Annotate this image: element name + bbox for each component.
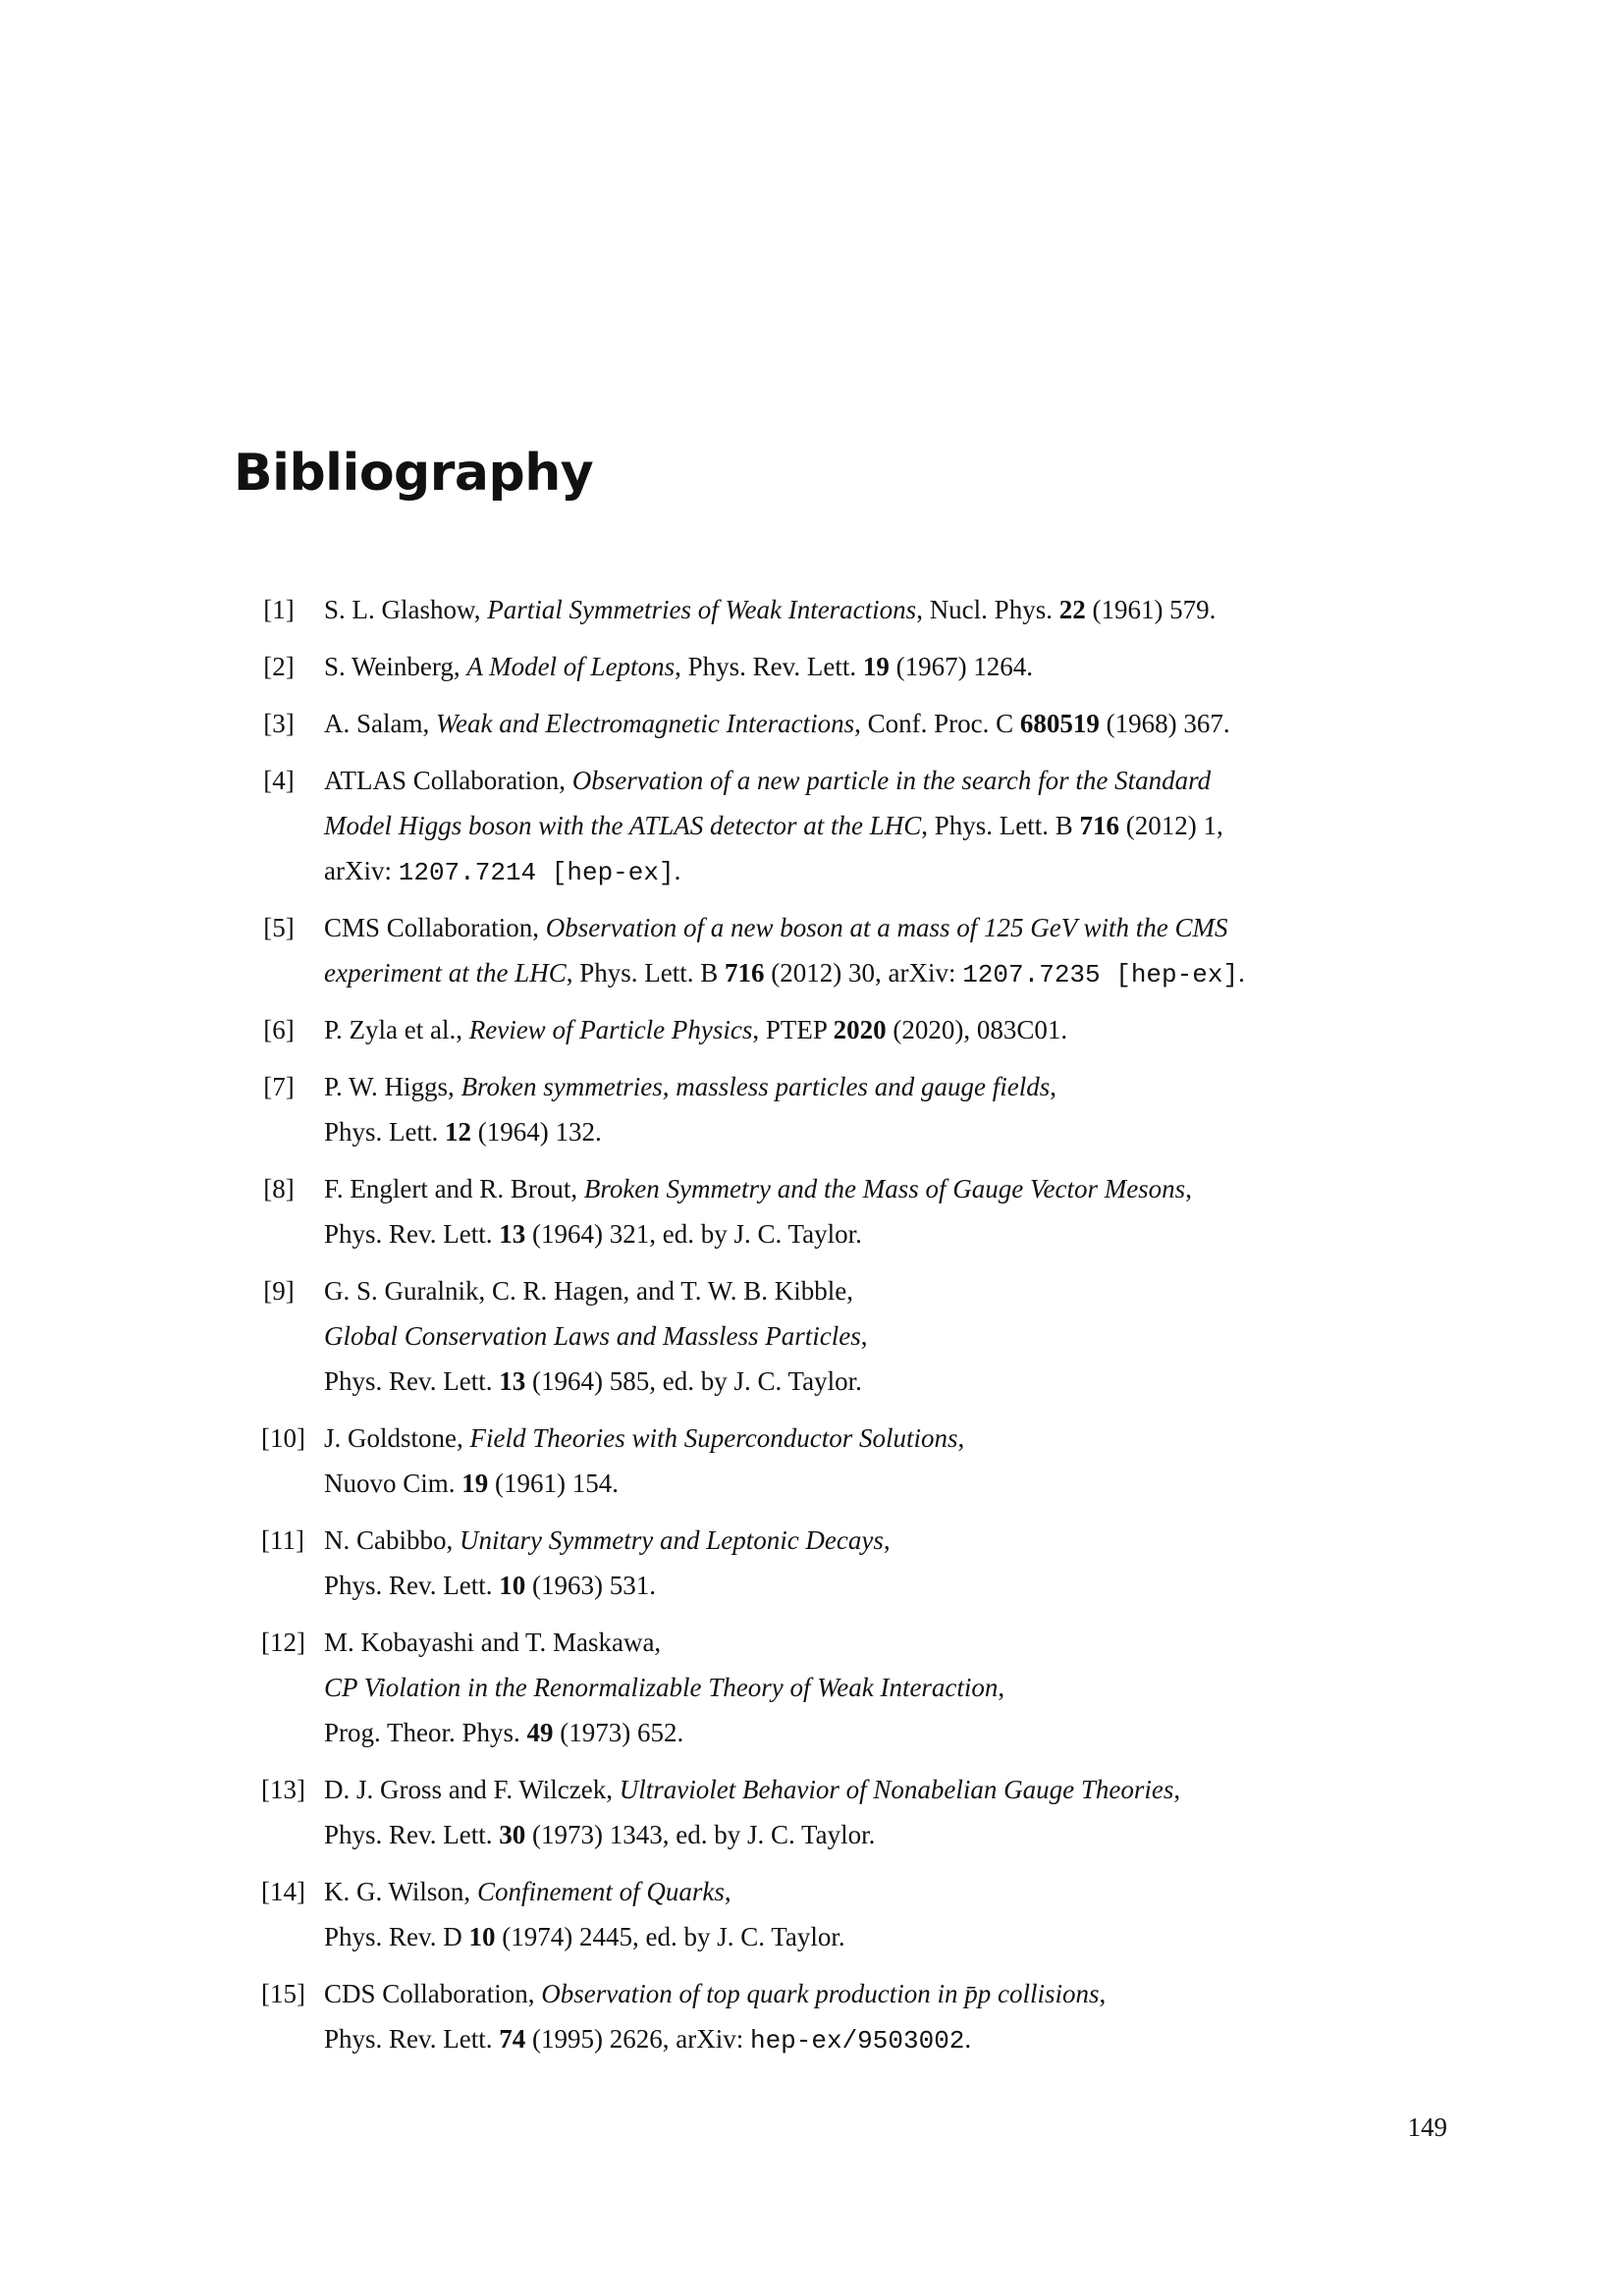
reference-segment: Prog. Theor. Phys. — [324, 1718, 527, 1747]
reference-line — [324, 1007, 1463, 1052]
reference-title: Weak and Electromagnetic Interactions — [436, 709, 855, 738]
reference-line — [324, 1971, 1463, 2016]
reference-segment: (1995) 2626, arXiv: — [525, 2024, 750, 2054]
reference-title: Observation of a new particle in the search for the Standard — [571, 766, 1212, 795]
reference-segment: (1961) 579. — [1085, 595, 1217, 624]
reference-segment: P. W. Higgs, — [324, 1072, 461, 1101]
reference-segment: M. Kobayashi and T. Maskawa, — [324, 1628, 662, 1657]
reference-number: [11] — [261, 1525, 304, 1555]
reference-segment: , — [957, 1423, 965, 1453]
reference-title: Review of Particle Physics — [468, 1015, 753, 1044]
reference-line — [324, 1914, 1463, 1959]
reference-text — [324, 758, 1463, 895]
reference-segment: CDS Collaboration, — [324, 1979, 542, 2008]
reference-title: Partial Symmetries of Weak Interactions — [487, 595, 917, 624]
reference-arxiv-id: 1207.7214 [hep-ex] — [398, 858, 675, 887]
reference-segment: (1974) 2445, ed. by J. C. Taylor. — [495, 1922, 845, 1951]
reference-segment: K. G. Wilson, — [324, 1877, 477, 1906]
reference-segment: (1973) 652. — [553, 1718, 684, 1747]
reference-number: [4] — [263, 766, 295, 795]
reference-volume: 13 — [499, 1219, 526, 1249]
reference-text — [324, 1767, 1463, 1857]
reference-line — [324, 1563, 1463, 1608]
reference-title: Model Higgs boson with the ATLAS detector at the LHC — [324, 811, 922, 840]
reference-line — [324, 1064, 1463, 1109]
reference-segment: P. Zyla et al., — [324, 1015, 469, 1044]
reference-line — [324, 1166, 1463, 1211]
reference-volume: 2020 — [833, 1015, 887, 1044]
reference-segment: J. Goldstone, — [324, 1423, 470, 1453]
reference-text — [324, 1518, 1463, 1608]
reference-number: [5] — [263, 913, 295, 942]
reference-volume: 10 — [499, 1571, 526, 1600]
reference-volume: 680519 — [1019, 709, 1100, 738]
reference-text — [324, 1415, 1463, 1506]
reference-number: [6] — [263, 1015, 295, 1044]
reference-arxiv-id: hep-ex/9503002 — [749, 2026, 965, 2056]
reference-number: [2] — [263, 652, 295, 681]
reference-number: [9] — [263, 1276, 295, 1306]
reference-line — [324, 848, 1463, 895]
reference-title: A Model of Leptons — [466, 652, 676, 681]
reference-segment: , — [1099, 1979, 1107, 2008]
reference-segment: Phys. Lett. — [324, 1117, 446, 1147]
reference-text — [324, 1268, 1463, 1404]
reference-text — [324, 1869, 1463, 1959]
reference-volume: 13 — [499, 1366, 526, 1396]
reference-segment: (2012) 30, arXiv: — [764, 958, 963, 988]
reference-segment: Phys. Rev. D — [324, 1922, 469, 1951]
reference-number: [15] — [261, 1979, 305, 2008]
reference-segment: Phys. Rev. Lett. — [324, 2024, 500, 2054]
reference-text — [324, 1064, 1463, 1154]
reference-line — [324, 2016, 1463, 2063]
reference-segment: , — [724, 1877, 731, 1906]
reference-line — [324, 758, 1463, 803]
reference-title: CP Violation in the Renormalizable Theory of Weak Interaction — [324, 1673, 999, 1702]
reference-segment: (2020), 083C01. — [886, 1015, 1068, 1044]
reference-line — [324, 1767, 1463, 1812]
reference-segment: Phys. Rev. Lett. — [324, 1571, 500, 1600]
reference-segment: , — [883, 1525, 891, 1555]
reference-line — [324, 1620, 1463, 1665]
reference-segment: (2012) 1, — [1119, 811, 1223, 840]
reference-line — [324, 1869, 1463, 1914]
reference-volume: 22 — [1058, 595, 1086, 624]
reference-line — [324, 905, 1463, 950]
reference-segment: CMS Collaboration, — [324, 913, 546, 942]
reference-text — [324, 1166, 1463, 1256]
reference-volume: 10 — [468, 1922, 496, 1951]
reference-volume: 74 — [499, 2024, 526, 2054]
reference-number: [13] — [261, 1775, 305, 1804]
reference-line — [324, 950, 1463, 997]
reference-segment: S. L. Glashow, — [324, 595, 488, 624]
reference-title: Observation of top quark production in p̄p collisions — [541, 1979, 1100, 2008]
reference-segment: . — [964, 2024, 972, 2054]
reference-title: Broken symmetries, massless particles and gauge fields — [460, 1072, 1051, 1101]
reference-segment: arXiv: — [324, 856, 399, 885]
reference-line — [324, 587, 1463, 632]
reference-segment: , — [998, 1673, 1005, 1702]
reference-segment: , Phys. Lett. B — [921, 811, 1080, 840]
reference-segment: Phys. Rev. Lett. — [324, 1366, 500, 1396]
reference-segment: (1961) 154. — [488, 1468, 619, 1498]
reference-volume: 716 — [724, 958, 765, 988]
reference-volume: 716 — [1079, 811, 1120, 840]
reference-segment: , Phys. Lett. B — [566, 958, 725, 988]
reference-number: [10] — [261, 1423, 305, 1453]
reference-volume: 49 — [526, 1718, 554, 1747]
reference-text — [324, 644, 1463, 689]
reference-segment: , — [1185, 1174, 1192, 1203]
reference-segment: . — [674, 856, 681, 885]
reference-segment: (1964) 585, ed. by J. C. Taylor. — [525, 1366, 862, 1396]
reference-line — [324, 1518, 1463, 1563]
reference-text — [324, 1620, 1463, 1755]
reference-segment: F. Englert and R. Brout, — [324, 1174, 584, 1203]
reference-line — [324, 1812, 1463, 1857]
reference-segment: (1964) 321, ed. by J. C. Taylor. — [525, 1219, 862, 1249]
reference-segment: Phys. Rev. Lett. — [324, 1820, 500, 1849]
page-title: Bibliography — [234, 444, 594, 503]
reference-number: [12] — [261, 1628, 305, 1657]
reference-title: Global Conservation Laws and Massless Particles — [324, 1321, 861, 1351]
reference-segment: , — [1050, 1072, 1056, 1101]
reference-arxiv-id: 1207.7235 [hep-ex] — [962, 960, 1239, 989]
reference-segment: (1967) 1264. — [889, 652, 1034, 681]
reference-segment: D. J. Gross and F. Wilczek, — [324, 1775, 620, 1804]
reference-line — [324, 644, 1463, 689]
reference-volume: 19 — [461, 1468, 489, 1498]
reference-line — [324, 701, 1463, 746]
reference-text — [324, 587, 1463, 632]
reference-segment: , — [860, 1321, 868, 1351]
reference-segment: (1963) 531. — [525, 1571, 656, 1600]
reference-number: [14] — [261, 1877, 305, 1906]
reference-segment: S. Weinberg, — [324, 652, 467, 681]
reference-segment: , Nucl. Phys. — [916, 595, 1059, 624]
reference-line — [324, 1211, 1463, 1256]
reference-segment: (1973) 1343, ed. by J. C. Taylor. — [525, 1820, 876, 1849]
reference-title: Confinement of Quarks — [476, 1877, 725, 1906]
reference-title: Ultraviolet Behavior of Nonabelian Gauge Theories — [619, 1775, 1174, 1804]
reference-line — [324, 1461, 1463, 1506]
reference-segment: N. Cabibbo, — [324, 1525, 460, 1555]
reference-title: Broken Symmetry and the Mass of Gauge Vector Mesons — [583, 1174, 1186, 1203]
reference-segment: , Phys. Rev. Lett. — [675, 652, 863, 681]
reference-text — [324, 701, 1463, 746]
reference-title: Field Theories with Superconductor Solutions — [469, 1423, 958, 1453]
reference-text — [324, 1971, 1463, 2063]
reference-volume: 12 — [445, 1117, 472, 1147]
reference-line — [324, 1109, 1463, 1154]
reference-line — [324, 1313, 1463, 1359]
reference-segment: A. Salam, — [324, 709, 436, 738]
reference-volume: 19 — [862, 652, 890, 681]
reference-segment: . — [1238, 958, 1245, 988]
reference-title: Unitary Symmetry and Leptonic Decays — [460, 1525, 884, 1555]
reference-segment: ATLAS Collaboration, — [324, 766, 572, 795]
reference-text — [324, 905, 1463, 997]
reference-number: [7] — [263, 1072, 295, 1101]
reference-segment: , — [1173, 1775, 1181, 1804]
reference-line — [324, 803, 1463, 848]
page-number: 149 — [1407, 2112, 1447, 2142]
reference-number: [8] — [263, 1174, 295, 1203]
reference-segment: , PTEP — [752, 1015, 834, 1044]
reference-segment: G. S. Guralnik, C. R. Hagen, and T. W. B. Kibble, — [324, 1276, 853, 1306]
reference-segment: , Conf. Proc. C — [854, 709, 1020, 738]
reference-line — [324, 1268, 1463, 1313]
reference-volume: 30 — [499, 1820, 526, 1849]
reference-line — [324, 1415, 1463, 1461]
reference-text — [324, 1007, 1463, 1052]
reference-number: [3] — [263, 709, 295, 738]
reference-title: Observation of a new boson at a mass of 125 GeV with the CMS — [545, 913, 1228, 942]
reference-line — [324, 1665, 1463, 1710]
reference-title: experiment at the LHC — [324, 958, 567, 988]
reference-segment: (1968) 367. — [1099, 709, 1230, 738]
reference-line — [324, 1359, 1463, 1404]
reference-segment: (1964) 132. — [471, 1117, 602, 1147]
reference-number: [1] — [263, 595, 295, 624]
reference-segment: Phys. Rev. Lett. — [324, 1219, 500, 1249]
reference-line — [324, 1710, 1463, 1755]
reference-segment: Nuovo Cim. — [324, 1468, 462, 1498]
